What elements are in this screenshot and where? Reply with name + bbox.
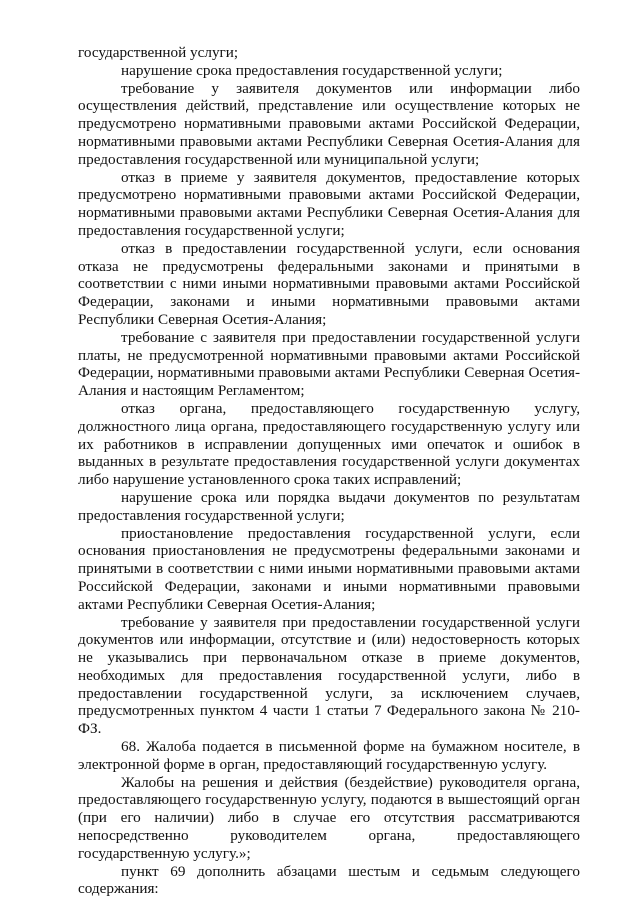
paragraph-fee-requirement: требование с заявителя при предоставлении государственной услуги платы, не предусмотренной нормативными правовыми актами Российской Федерации, нормативными правовыми актами Республики Северная Осетия-Алания и настоящим Регламентом;	[78, 328, 580, 400]
paragraph-refusal-to-accept: отказ в приеме у заявителя документов, предоставление которых предусмотрено нормативными правовыми актами Российской Федерации, нормативными правовыми актами Республики Северная Осетия-Алания для предоставления государственной услуги;	[78, 168, 580, 239]
paragraph-suspension: приостановление предоставления государственной услуги, если основания приостановления не предусмотрены федеральными законами и принятыми в соответствии с ними иными нормативными правовыми актами Российской Федерации, законами и иными нормативными правовыми актами Республики Северная Осетия-Алания;	[78, 524, 580, 613]
paragraph-missing-info-requirement: требование у заявителя при предоставлении государственной услуги документов или информации, отсутствие и (или) недостоверность которых не указывались при первоначальном отказе в приеме документов, необходимых для предоставления государственной услуги, либо в предоставлении государственной услуги, за исключением случаев, предусмотренных пунктом 4 части 1 статьи 7 Федерального закона № 210-ФЗ.	[78, 613, 580, 738]
document-page	[78, 44, 580, 898]
paragraph-refusal-to-correct: отказ органа, предоставляющего государственную услугу, должностного лица органа, предоставляющего государственную услугу или их работников в исправлении допущенных ими опечаток и ошибок в выданных в результате предоставления государственной услуги документах либо нарушение установленного срока таких исправлений;	[78, 399, 580, 489]
paragraph-refusal-of-service: отказ в предоставлении государственной услуги, если основания отказа не предусмотрены федеральными законами и принятыми в соответствии с ними иными нормативными правовыми актами Российской Федерации, законами и иными нормативными правовыми актами Республики Северная Осетия-Алания;	[78, 239, 580, 328]
paragraph-deadline-violation: нарушение срока предоставления государственной услуги;	[121, 61, 503, 79]
paragraph-issuance-violation: нарушение срока или порядка выдачи документов по результатам предоставления государственной услуги;	[78, 488, 580, 524]
paragraph-69-amendment: пункт 69 дополнить абзацами шестым и седьмым следующего содержания:	[78, 862, 580, 898]
paragraph-68-complaint-form: 68. Жалоба подается в письменной форме на бумажном носителе, в электронной форме в орган, предоставляющий государственную услугу.	[78, 738, 580, 773]
paragraph-continuation: государственной услуги;	[78, 44, 239, 61]
paragraph-extra-documents-requirement: требование у заявителя документов или информации либо осуществления действий, представление или осуществление которых не предусмотрено нормативными правовыми актами Российской Федерации, нормативными правовыми актами Республики Северная Осетия-Алания для предоставления государственной или муниципальной услуги;	[78, 79, 580, 168]
paragraph-complaints-to-superior: Жалобы на решения и действия (бездействие) руководителя органа, предоставляющего государственную услугу, подаются в вышестоящий орган (при его наличии) либо в случае его отсутствия рассматриваются непосредственно руководителем органа, предоставляющего государственную услугу.»;	[78, 773, 580, 862]
